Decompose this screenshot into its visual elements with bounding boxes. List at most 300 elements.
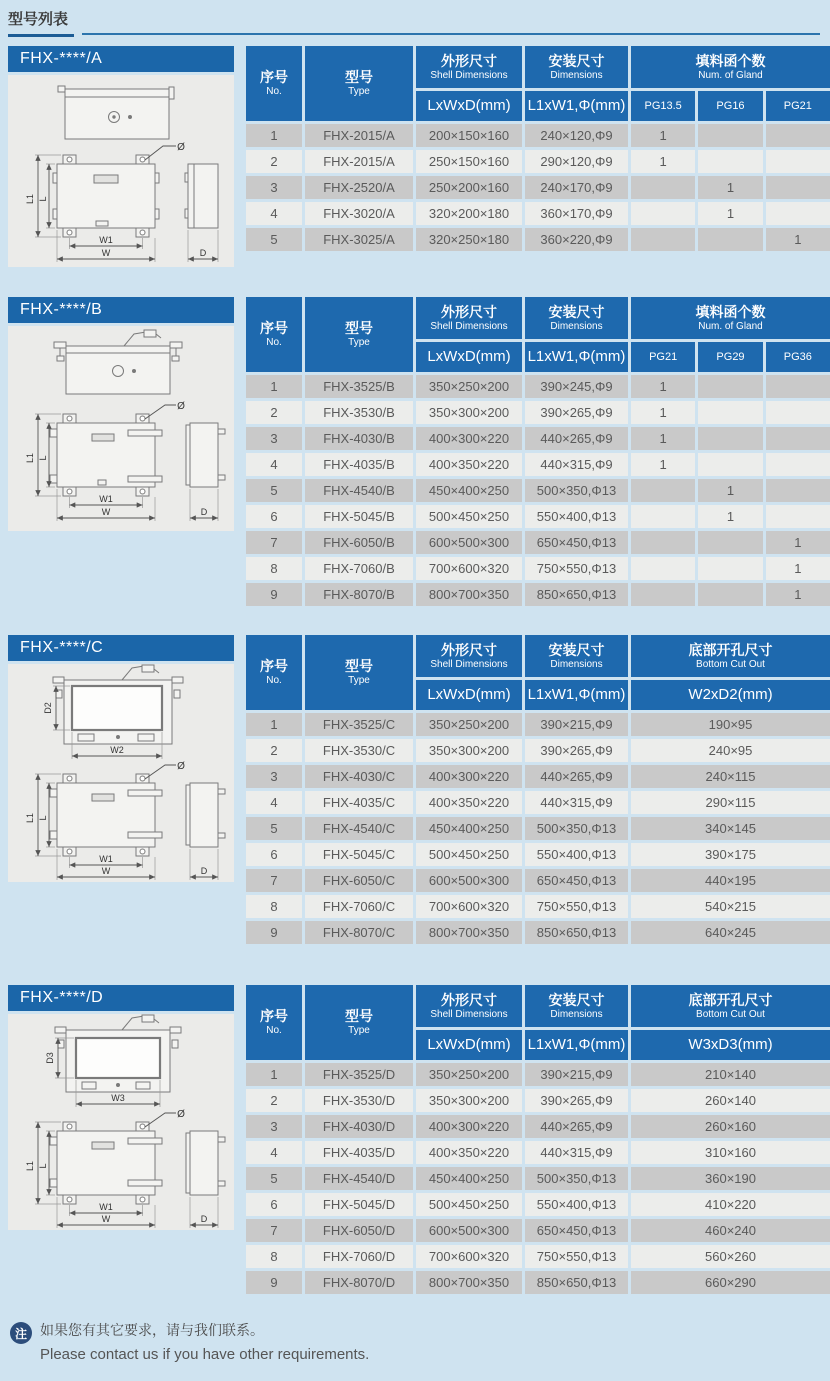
mounting-dimensions: 290×120,Φ9	[525, 150, 628, 173]
col-header-shell	[416, 297, 522, 339]
shell-dimensions: 400×350×220	[416, 453, 522, 476]
dim-label-d: D	[200, 866, 208, 876]
col-header-cutout-unit: W2xD2(mm)	[631, 680, 830, 710]
gland-count	[766, 202, 830, 225]
bottom-cutout-dimensions: 360×190	[631, 1167, 830, 1190]
gland-count	[766, 479, 830, 502]
gland-count	[698, 427, 762, 450]
mounting-dimensions: 500×350,Φ13	[525, 479, 628, 502]
col-header-pg1: PG13.5	[631, 91, 695, 121]
mounting-dimensions: 390×265,Φ9	[525, 739, 628, 762]
shell-dimensions: 700×600×320	[416, 895, 522, 918]
row-number: 4	[246, 1141, 302, 1164]
gland-count: 1	[766, 583, 830, 606]
mounting-dimensions: 750×550,Φ13	[525, 1245, 628, 1268]
col-shell-zh: 外形尺寸	[441, 52, 497, 69]
model-type: FHX-4540/B	[305, 479, 413, 502]
model-type: FHX-6050/C	[305, 869, 413, 892]
shell-dimensions: 350×300×200	[416, 1089, 522, 1112]
row-number: 4	[246, 453, 302, 476]
row-number: 6	[246, 843, 302, 866]
col-header-install-unit: L1xW1,Φ(mm)	[525, 680, 628, 710]
gland-count	[766, 124, 830, 147]
shell-dimensions: 320×200×180	[416, 202, 522, 225]
model-type: FHX-4035/C	[305, 791, 413, 814]
gland-count: 1	[698, 202, 762, 225]
gland-count: 1	[631, 375, 695, 398]
row-number: 3	[246, 765, 302, 788]
col-header-no	[246, 46, 302, 121]
model-type: FHX-4030/C	[305, 765, 413, 788]
shell-dimensions: 700×600×320	[416, 557, 522, 580]
technical-drawing-d	[8, 1014, 234, 1230]
panel-d	[8, 985, 234, 1230]
col-type-zh: 型号	[345, 658, 373, 675]
col-header-type	[305, 297, 413, 372]
col-header-shell	[416, 985, 522, 1027]
col-shell-en: Shell Dimensions	[430, 658, 508, 670]
gland-count	[766, 505, 830, 528]
row-number: 3	[246, 176, 302, 199]
row-number: 8	[246, 557, 302, 580]
shell-dimensions: 200×150×160	[416, 124, 522, 147]
col-header-type	[305, 635, 413, 710]
col-header-install	[525, 297, 628, 339]
col-cutout-en: Bottom Cut Out	[696, 658, 765, 670]
col-header-pg3: PG21	[766, 91, 830, 121]
col-header-pg3: PG36	[766, 342, 830, 372]
panel-b	[8, 297, 234, 531]
drawing-a-shapes	[53, 86, 218, 237]
col-header-no	[246, 635, 302, 710]
mounting-dimensions: 850×650,Φ13	[525, 583, 628, 606]
dim-label-l: L	[38, 196, 48, 202]
dim-label-w: W	[101, 866, 111, 876]
row-number: 1	[246, 375, 302, 398]
dim-label-w1: W1	[99, 235, 113, 245]
col-header-install	[525, 985, 628, 1027]
note-text-zh: 如果您有其它要求，请与我们联系。	[40, 1322, 264, 1338]
col-install-zh: 安装尺寸	[548, 991, 605, 1008]
shell-dimensions: 700×600×320	[416, 1245, 522, 1268]
technical-drawing-c	[8, 664, 234, 882]
dim-label-d: D	[199, 248, 207, 258]
row-number: 7	[246, 1219, 302, 1242]
gland-count: 1	[698, 176, 762, 199]
row-number: 1	[246, 713, 302, 736]
footer-note	[10, 1320, 369, 1363]
gland-count	[631, 228, 695, 251]
model-type: FHX-2015/A	[305, 150, 413, 173]
technical-drawing-a	[8, 75, 234, 267]
row-number: 7	[246, 869, 302, 892]
model-type: FHX-6050/D	[305, 1219, 413, 1242]
dim-label-w: W	[101, 507, 111, 517]
drawing-c-shapes	[50, 665, 225, 856]
col-shell-en: Shell Dimensions	[430, 69, 508, 81]
shell-dimensions: 450×400×250	[416, 1167, 522, 1190]
shell-dimensions: 500×450×250	[416, 505, 522, 528]
col-no-zh: 序号	[260, 69, 288, 86]
panel-a	[8, 46, 234, 267]
col-header-shell	[416, 635, 522, 677]
bottom-cutout-dimensions: 310×160	[631, 1141, 830, 1164]
mounting-dimensions: 550×400,Φ13	[525, 843, 628, 866]
shell-dimensions: 350×250×200	[416, 713, 522, 736]
dim-label-d3: D3	[45, 1052, 55, 1064]
dim-label-l1: L1	[25, 193, 35, 205]
bottom-cutout-dimensions: 260×140	[631, 1089, 830, 1112]
mounting-dimensions: 440×315,Φ9	[525, 791, 628, 814]
mounting-dimensions: 750×550,Φ13	[525, 895, 628, 918]
col-header-shell	[416, 46, 522, 88]
drawing-b-svg	[8, 326, 234, 531]
col-gland-en: Num. of Gland	[698, 69, 763, 81]
col-header-install-unit: L1xW1,Φ(mm)	[525, 91, 628, 121]
shell-dimensions: 450×400×250	[416, 479, 522, 502]
col-type-en: Type	[348, 86, 370, 98]
shell-dimensions: 600×500×300	[416, 1219, 522, 1242]
gland-count: 1	[766, 531, 830, 554]
col-no-zh: 序号	[260, 320, 288, 337]
spec-table-c	[246, 635, 830, 944]
shell-dimensions: 800×700×350	[416, 921, 522, 944]
dim-label-w: W	[101, 248, 111, 258]
model-type: FHX-3020/A	[305, 202, 413, 225]
spec-table-a	[246, 46, 830, 251]
bottom-cutout-dimensions: 210×140	[631, 1063, 830, 1086]
mounting-dimensions: 390×215,Φ9	[525, 1063, 628, 1086]
drawing-c-svg	[8, 664, 234, 882]
dim-label-l: L	[38, 1163, 48, 1169]
col-install-en: Dimensions	[550, 1008, 603, 1020]
gland-count	[698, 531, 762, 554]
col-cutout-en: Bottom Cut Out	[696, 1008, 765, 1020]
col-shell-zh: 外形尺寸	[441, 641, 497, 658]
model-type: FHX-6050/B	[305, 531, 413, 554]
col-install-en: Dimensions	[550, 320, 603, 332]
dim-label-phi: Ø	[177, 761, 185, 772]
bottom-cutout-dimensions: 390×175	[631, 843, 830, 866]
dim-label-w2: W2	[110, 745, 124, 755]
mounting-dimensions: 440×315,Φ9	[525, 453, 628, 476]
drawing-d-svg	[8, 1014, 234, 1230]
mounting-dimensions: 390×215,Φ9	[525, 713, 628, 736]
page-header	[8, 8, 820, 37]
model-type: FHX-3025/A	[305, 228, 413, 251]
dim-label-w1: W1	[99, 854, 113, 864]
gland-count: 1	[766, 228, 830, 251]
col-shell-zh: 外形尺寸	[441, 303, 497, 320]
model-type: FHX-8070/B	[305, 583, 413, 606]
bottom-cutout-dimensions: 440×195	[631, 869, 830, 892]
gland-count: 1	[631, 427, 695, 450]
col-header-cutout	[631, 635, 830, 677]
gland-count	[698, 228, 762, 251]
shell-dimensions: 800×700×350	[416, 1271, 522, 1294]
dim-label-phi: Ø	[177, 401, 185, 412]
mounting-dimensions: 440×265,Φ9	[525, 427, 628, 450]
col-install-zh: 安装尺寸	[548, 303, 605, 320]
col-gland-zh: 填料函个数	[695, 52, 766, 69]
row-number: 2	[246, 150, 302, 173]
model-type: FHX-4540/C	[305, 817, 413, 840]
mounting-dimensions: 390×265,Φ9	[525, 401, 628, 424]
row-number: 9	[246, 583, 302, 606]
gland-count	[698, 557, 762, 580]
row-number: 6	[246, 1193, 302, 1216]
technical-drawing-b	[8, 326, 234, 531]
col-install-zh: 安装尺寸	[548, 52, 605, 69]
bottom-cutout-dimensions: 260×160	[631, 1115, 830, 1138]
shell-dimensions: 400×350×220	[416, 791, 522, 814]
col-header-no	[246, 985, 302, 1060]
col-shell-en: Shell Dimensions	[430, 320, 508, 332]
dim-label-w3: W3	[111, 1093, 125, 1103]
model-type: FHX-5045/D	[305, 1193, 413, 1216]
dim-label-phi: Ø	[177, 1109, 185, 1120]
shell-dimensions: 500×450×250	[416, 843, 522, 866]
bottom-cutout-dimensions: 640×245	[631, 921, 830, 944]
dim-label-l1: L1	[25, 812, 35, 824]
row-number: 2	[246, 739, 302, 762]
panel-title-c: FHX-****/C	[8, 635, 234, 661]
gland-count	[631, 583, 695, 606]
gland-count: 1	[631, 453, 695, 476]
model-type: FHX-7060/C	[305, 895, 413, 918]
row-number: 8	[246, 895, 302, 918]
col-cutout-zh: 底部开孔尺寸	[688, 991, 773, 1008]
row-number: 2	[246, 1089, 302, 1112]
model-type: FHX-5045/B	[305, 505, 413, 528]
gland-count	[698, 124, 762, 147]
col-gland-zh: 填料函个数	[695, 303, 766, 320]
col-header-pg1: PG21	[631, 342, 695, 372]
shell-dimensions: 450×400×250	[416, 817, 522, 840]
model-type: FHX-4030/B	[305, 427, 413, 450]
bottom-cutout-dimensions: 240×115	[631, 765, 830, 788]
col-install-en: Dimensions	[550, 69, 603, 81]
gland-count: 1	[698, 479, 762, 502]
model-type: FHX-3530/C	[305, 739, 413, 762]
row-number: 3	[246, 427, 302, 450]
bottom-cutout-dimensions: 290×115	[631, 791, 830, 814]
bottom-cutout-dimensions: 190×95	[631, 713, 830, 736]
row-number: 4	[246, 791, 302, 814]
col-header-cutout	[631, 985, 830, 1027]
mounting-dimensions: 650×450,Φ13	[525, 869, 628, 892]
col-type-en: Type	[348, 1025, 370, 1037]
col-install-zh: 安装尺寸	[548, 641, 605, 658]
dim-label-w1: W1	[99, 494, 113, 504]
col-install-en: Dimensions	[550, 658, 603, 670]
gland-count	[766, 401, 830, 424]
dim-label-l: L	[38, 815, 48, 821]
note-text-en: Please contact us if you have other requirements.	[40, 1346, 370, 1363]
bottom-cutout-dimensions: 410×220	[631, 1193, 830, 1216]
panel-title-a: FHX-****/A	[8, 46, 234, 72]
shell-dimensions: 250×150×160	[416, 150, 522, 173]
model-type: FHX-3530/D	[305, 1089, 413, 1112]
shell-dimensions: 800×700×350	[416, 583, 522, 606]
gland-count	[766, 453, 830, 476]
col-type-zh: 型号	[345, 1008, 373, 1025]
row-number: 9	[246, 921, 302, 944]
gland-count	[698, 583, 762, 606]
panel-c	[8, 635, 234, 882]
model-type: FHX-3525/C	[305, 713, 413, 736]
gland-count	[631, 557, 695, 580]
bottom-cutout-dimensions: 240×95	[631, 739, 830, 762]
col-shell-en: Shell Dimensions	[430, 1008, 508, 1020]
gland-count: 1	[631, 150, 695, 173]
drawing-d-shapes	[50, 1015, 225, 1204]
bottom-cutout-dimensions: 340×145	[631, 817, 830, 840]
row-number: 7	[246, 531, 302, 554]
col-header-pg2: PG29	[698, 342, 762, 372]
col-header-install-unit: L1xW1,Φ(mm)	[525, 1030, 628, 1060]
row-number: 4	[246, 202, 302, 225]
gland-count: 1	[766, 557, 830, 580]
gland-count	[631, 505, 695, 528]
mounting-dimensions: 650×450,Φ13	[525, 531, 628, 554]
col-no-en: No.	[266, 337, 282, 349]
col-no-en: No.	[266, 675, 282, 687]
mounting-dimensions: 390×265,Φ9	[525, 1089, 628, 1112]
model-type: FHX-8070/D	[305, 1271, 413, 1294]
mounting-dimensions: 440×265,Φ9	[525, 765, 628, 788]
row-number: 3	[246, 1115, 302, 1138]
shell-dimensions: 350×300×200	[416, 739, 522, 762]
col-type-en: Type	[348, 675, 370, 687]
spec-table-b	[246, 297, 830, 606]
col-header-install	[525, 46, 628, 88]
mounting-dimensions: 440×315,Φ9	[525, 1141, 628, 1164]
bottom-cutout-dimensions: 560×260	[631, 1245, 830, 1268]
mounting-dimensions: 750×550,Φ13	[525, 557, 628, 580]
spec-table-d	[246, 985, 830, 1294]
mounting-dimensions: 240×170,Φ9	[525, 176, 628, 199]
model-type: FHX-4030/D	[305, 1115, 413, 1138]
drawing-a-svg	[8, 75, 234, 267]
col-type-zh: 型号	[345, 320, 373, 337]
col-no-zh: 序号	[260, 1008, 288, 1025]
shell-dimensions: 600×500×300	[416, 531, 522, 554]
drawing-b-shapes	[50, 330, 225, 496]
col-no-zh: 序号	[260, 658, 288, 675]
panel-title-b: FHX-****/B	[8, 297, 234, 323]
gland-count	[631, 479, 695, 502]
col-header-shell-unit: LxWxD(mm)	[416, 680, 522, 710]
row-number: 5	[246, 817, 302, 840]
model-type: FHX-7060/D	[305, 1245, 413, 1268]
gland-count: 1	[631, 401, 695, 424]
gland-count	[698, 453, 762, 476]
model-type: FHX-4035/D	[305, 1141, 413, 1164]
col-no-en: No.	[266, 1025, 282, 1037]
title-rule-line	[82, 33, 820, 35]
shell-dimensions: 350×250×200	[416, 375, 522, 398]
row-number: 1	[246, 124, 302, 147]
col-header-shell-unit: LxWxD(mm)	[416, 342, 522, 372]
model-type: FHX-3525/B	[305, 375, 413, 398]
model-type: FHX-3530/B	[305, 401, 413, 424]
mounting-dimensions: 240×120,Φ9	[525, 124, 628, 147]
mounting-dimensions: 550×400,Φ13	[525, 505, 628, 528]
bottom-cutout-dimensions: 460×240	[631, 1219, 830, 1242]
row-number: 2	[246, 401, 302, 424]
mounting-dimensions: 360×220,Φ9	[525, 228, 628, 251]
gland-count	[631, 202, 695, 225]
col-header-shell-unit: LxWxD(mm)	[416, 1030, 522, 1060]
row-number: 5	[246, 479, 302, 502]
dim-label-phi: Ø	[177, 142, 185, 153]
dim-label-l: L	[38, 455, 48, 461]
col-header-install	[525, 635, 628, 677]
mounting-dimensions: 500×350,Φ13	[525, 817, 628, 840]
note-text	[40, 1320, 369, 1363]
model-type: FHX-4035/B	[305, 453, 413, 476]
mounting-dimensions: 440×265,Φ9	[525, 1115, 628, 1138]
note-badge: 注	[10, 1322, 32, 1344]
gland-count	[766, 427, 830, 450]
row-number: 1	[246, 1063, 302, 1086]
model-type: FHX-7060/B	[305, 557, 413, 580]
gland-count	[766, 176, 830, 199]
shell-dimensions: 250×200×160	[416, 176, 522, 199]
shell-dimensions: 600×500×300	[416, 869, 522, 892]
mounting-dimensions: 360×170,Φ9	[525, 202, 628, 225]
bottom-cutout-dimensions: 660×290	[631, 1271, 830, 1294]
gland-count	[698, 401, 762, 424]
gland-count	[698, 375, 762, 398]
page-title: 型号列表	[8, 8, 74, 37]
dim-label-w1: W1	[99, 1202, 113, 1212]
col-header-shell-unit: LxWxD(mm)	[416, 91, 522, 121]
col-header-cutout-unit: W3xD3(mm)	[631, 1030, 830, 1060]
dim-label-l1: L1	[25, 452, 35, 464]
panel-title-d: FHX-****/D	[8, 985, 234, 1011]
row-number: 9	[246, 1271, 302, 1294]
gland-count	[698, 150, 762, 173]
col-type-en: Type	[348, 337, 370, 349]
col-no-en: No.	[266, 86, 282, 98]
dim-label-d: D	[200, 1214, 208, 1224]
row-number: 6	[246, 505, 302, 528]
shell-dimensions: 320×250×180	[416, 228, 522, 251]
shell-dimensions: 350×300×200	[416, 401, 522, 424]
dim-label-l1: L1	[25, 1160, 35, 1172]
dim-label-d: D	[200, 507, 208, 517]
model-type: FHX-4540/D	[305, 1167, 413, 1190]
col-header-no	[246, 297, 302, 372]
mounting-dimensions: 390×245,Φ9	[525, 375, 628, 398]
row-number: 5	[246, 1167, 302, 1190]
col-header-install-unit: L1xW1,Φ(mm)	[525, 342, 628, 372]
col-header-type	[305, 46, 413, 121]
shell-dimensions: 400×350×220	[416, 1141, 522, 1164]
gland-count	[766, 150, 830, 173]
gland-count	[631, 531, 695, 554]
col-header-type	[305, 985, 413, 1060]
col-header-pg2: PG16	[698, 91, 762, 121]
shell-dimensions: 500×450×250	[416, 1193, 522, 1216]
row-number: 5	[246, 228, 302, 251]
col-cutout-zh: 底部开孔尺寸	[688, 641, 773, 658]
col-header-gland	[631, 297, 830, 339]
mounting-dimensions: 500×350,Φ13	[525, 1167, 628, 1190]
col-type-zh: 型号	[345, 69, 373, 86]
